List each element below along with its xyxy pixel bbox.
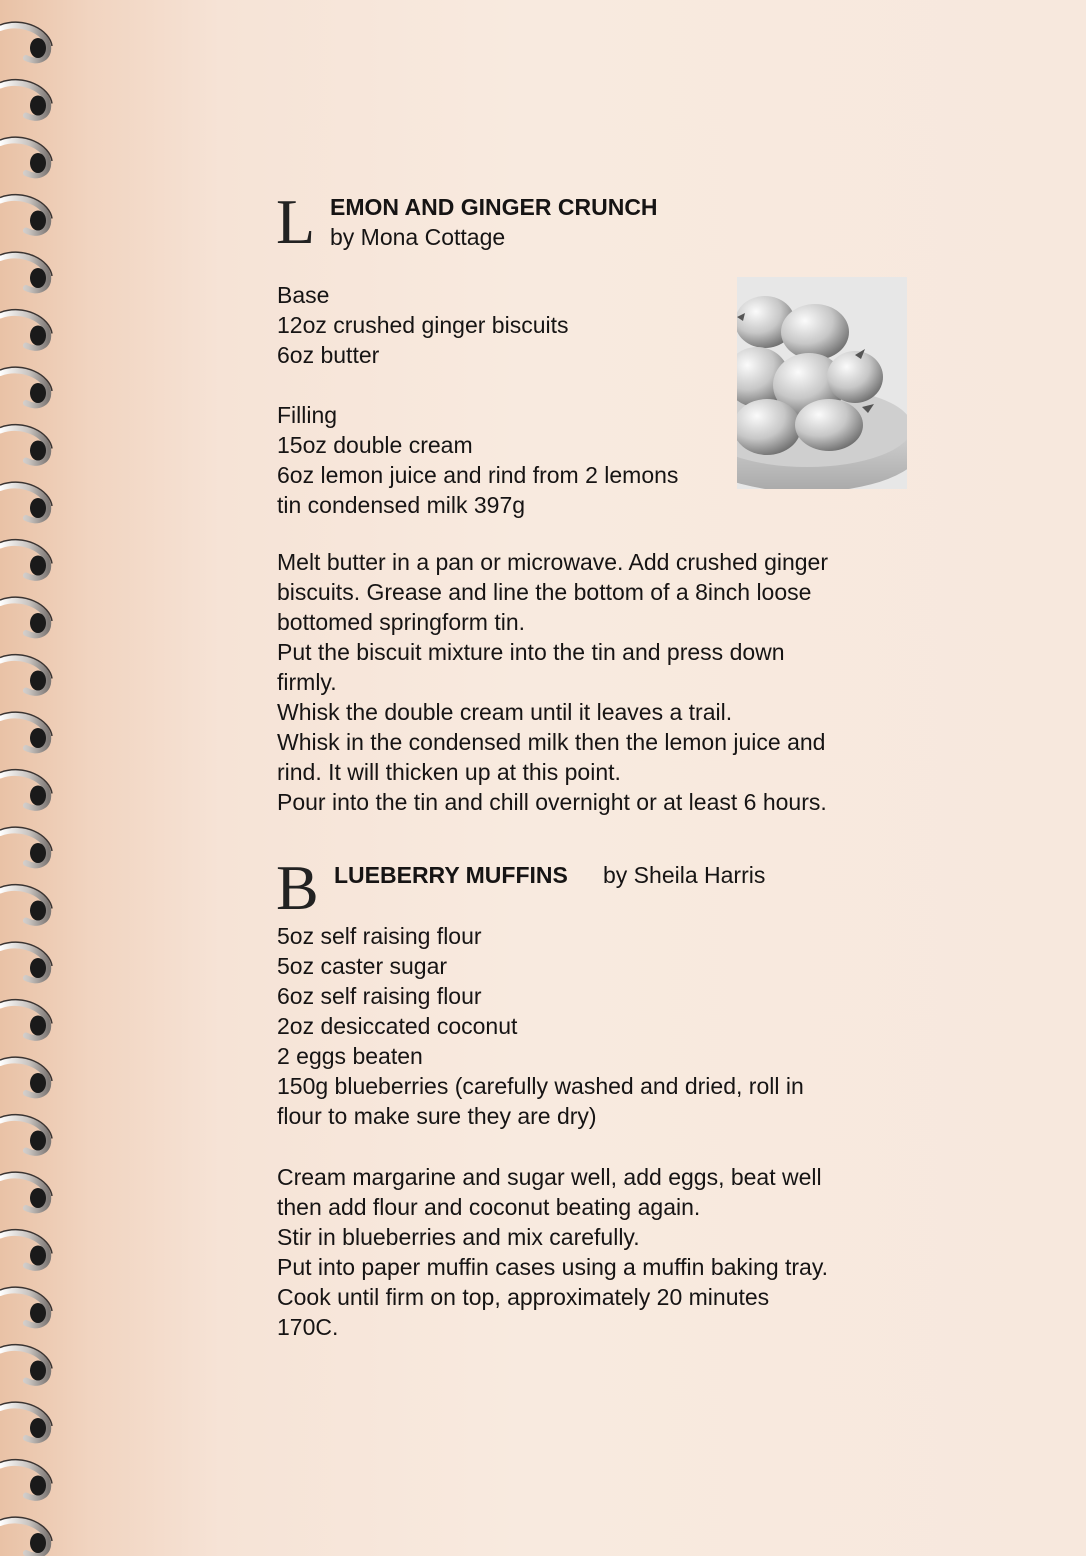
punch-hole bbox=[30, 96, 46, 116]
recipe1-dropcap: L bbox=[276, 186, 316, 257]
punch-hole bbox=[30, 728, 46, 748]
text-line: bottomed springform tin. bbox=[277, 609, 526, 635]
text-line: flour to make sure they are dry) bbox=[277, 1103, 597, 1129]
punch-hole bbox=[30, 441, 46, 461]
ingredient-line: 6oz butter bbox=[277, 342, 380, 368]
punch-hole bbox=[30, 383, 46, 403]
text-line: Put into paper muffin cases using a muffin baking tray. bbox=[277, 1254, 829, 1280]
punch-hole bbox=[30, 843, 46, 863]
spiral-binding bbox=[0, 0, 80, 1556]
text-line: Pour into the tin and chill overnight or at least 6 hours. bbox=[277, 789, 827, 815]
text-line: Put the biscuit mixture into the tin and press down bbox=[277, 639, 785, 665]
text-line: Stir in blueberries and mix carefully. bbox=[277, 1224, 640, 1250]
recipe2-title bbox=[276, 852, 816, 923]
text-line: Whisk in the condensed milk then the lemon juice and bbox=[277, 729, 826, 755]
text-line: 5oz self raising flour bbox=[277, 923, 482, 949]
punch-hole bbox=[30, 786, 46, 806]
punch-hole bbox=[30, 671, 46, 691]
recipe1-title bbox=[276, 186, 716, 257]
text-line: firmly. bbox=[277, 669, 337, 695]
punch-hole bbox=[30, 958, 46, 978]
text-line: 5oz caster sugar bbox=[277, 953, 448, 979]
text-line: 2oz desiccated coconut bbox=[277, 1013, 518, 1039]
base-heading: Base bbox=[277, 282, 330, 308]
recipe2-method bbox=[277, 1162, 828, 1342]
punch-hole bbox=[30, 1303, 46, 1323]
filling-heading: Filling bbox=[277, 402, 338, 428]
ingredient-line: tin condensed milk 397g bbox=[277, 492, 526, 518]
recipe1-title-text: EMON AND GINGER CRUNCH bbox=[330, 194, 658, 220]
text-line: Whisk the double cream until it leaves a trail. bbox=[277, 699, 733, 725]
text-line: Cream margarine and sugar well, add eggs, beat well bbox=[277, 1164, 822, 1190]
punch-hole bbox=[30, 1476, 46, 1496]
punch-hole bbox=[30, 901, 46, 921]
recipe2-author: by Sheila Harris bbox=[603, 862, 766, 888]
punch-hole bbox=[30, 153, 46, 173]
recipe2-ingredients bbox=[277, 921, 804, 1131]
recipe1-method bbox=[277, 547, 828, 817]
text-line: 6oz self raising flour bbox=[277, 983, 482, 1009]
ingredient-line: 15oz double cream bbox=[277, 432, 473, 458]
text-line: then add flour and coconut beating again. bbox=[277, 1194, 701, 1220]
text-line: 150g blueberries (carefully washed and dried, roll in bbox=[277, 1073, 804, 1099]
punch-hole bbox=[30, 613, 46, 633]
ingredient-line: 6oz lemon juice and rind from 2 lemons bbox=[277, 462, 679, 488]
recipe2-title-text: LUEBERRY MUFFINS bbox=[334, 862, 568, 888]
ingredient-line: 12oz crushed ginger biscuits bbox=[277, 312, 569, 338]
punch-hole bbox=[30, 268, 46, 288]
punch-hole bbox=[30, 1361, 46, 1381]
punch-hole bbox=[30, 38, 46, 58]
punch-hole bbox=[30, 1073, 46, 1093]
recipe1-author: by Mona Cottage bbox=[330, 224, 506, 250]
punch-hole bbox=[30, 1418, 46, 1438]
recipe2-dropcap: B bbox=[276, 852, 319, 923]
punch-hole bbox=[30, 1131, 46, 1151]
punch-hole bbox=[30, 556, 46, 576]
lemons-photo bbox=[737, 277, 907, 489]
text-line: biscuits. Grease and line the bottom of a 8inch loose bbox=[277, 579, 812, 605]
punch-hole bbox=[30, 498, 46, 518]
punch-hole bbox=[30, 326, 46, 346]
text-line: 2 eggs beaten bbox=[277, 1043, 423, 1069]
punch-hole bbox=[30, 1016, 46, 1036]
text-line: 170C. bbox=[277, 1314, 339, 1340]
punch-hole bbox=[30, 211, 46, 231]
text-line: Cook until firm on top, approximately 20 minutes bbox=[277, 1284, 770, 1310]
text-line: rind. It will thicken up at this point. bbox=[277, 759, 621, 785]
punch-hole bbox=[30, 1188, 46, 1208]
punch-hole bbox=[30, 1246, 46, 1266]
recipe1-ingredients bbox=[277, 280, 678, 520]
text-line: Melt butter in a pan or microwave. Add crushed ginger bbox=[277, 549, 829, 575]
punch-hole bbox=[30, 1533, 46, 1553]
